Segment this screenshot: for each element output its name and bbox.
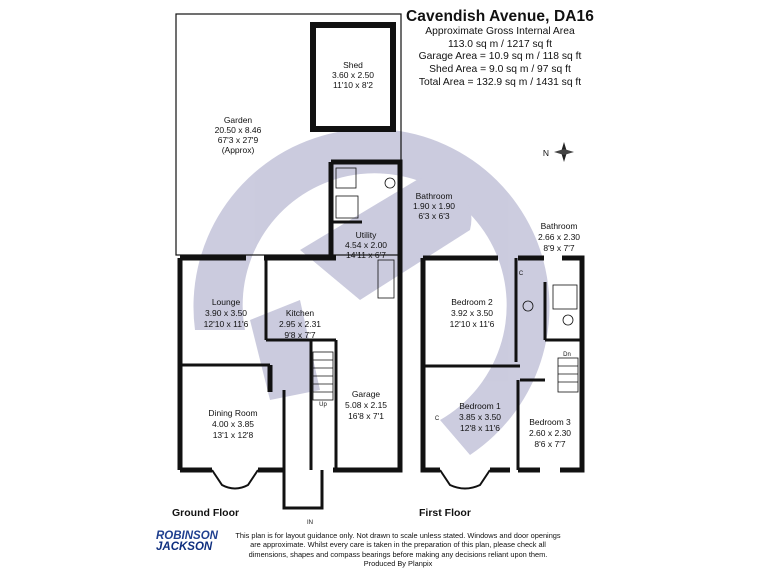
svg-text:6'3 x 6'3: 6'3 x 6'3 (418, 211, 450, 221)
label-kitchen (279, 308, 321, 340)
header (400, 8, 600, 90)
svg-text:12'10 x 11'6: 12'10 x 11'6 (449, 319, 495, 329)
label-garden (215, 115, 262, 155)
header-line: Total Area = 132.9 sq m / 1431 sq ft (418, 76, 582, 88)
svg-text:Bedroom 2: Bedroom 2 (451, 297, 493, 307)
stairs-down-label: Dn (563, 352, 571, 358)
header-line: Shed Area = 9.0 sq m / 97 sq ft (429, 64, 571, 76)
page-title: Cavendish Avenue, DA16 (406, 8, 594, 25)
svg-text:67'3 x 27'9: 67'3 x 27'9 (217, 135, 259, 145)
svg-text:3.90 x 3.50: 3.90 x 3.50 (204, 308, 248, 318)
svg-text:Lounge: Lounge (211, 297, 241, 307)
svg-text:4.00 x 3.85: 4.00 x 3.85 (211, 419, 255, 429)
svg-text:Dining Room: Dining Room (208, 408, 258, 418)
svg-text:3.60 x 2.50: 3.60 x 2.50 (331, 70, 375, 80)
dining-bay-window (212, 470, 258, 489)
header-line: Garage Area = 10.9 sq m / 118 sq ft (418, 51, 582, 63)
compass-rose (554, 142, 574, 162)
ground-floor-label: Ground Floor (172, 507, 240, 519)
svg-text:20.50 x 8.46: 20.50 x 8.46 (214, 125, 262, 135)
svg-text:9'8 x 7'7: 9'8 x 7'7 (284, 330, 316, 340)
label-dining (208, 408, 257, 440)
svg-text:Garage: Garage (351, 389, 381, 399)
svg-text:2.66 x 2.30: 2.66 x 2.30 (537, 232, 581, 242)
header-line: Approximate Gross Internal Area (425, 26, 575, 37)
svg-text:3.92 x 3.50: 3.92 x 3.50 (450, 308, 494, 318)
svg-text:8'9 x 7'7: 8'9 x 7'7 (543, 243, 575, 253)
disclaimer: This plan is for layout guidance only. Not drawn to scale unless stated. Windows and door openings are approximate. Whilst every care is taken in the preparation of this plan, please check all dimensions, shapes and compass bearings before making any decisions reliant upon them. Produced By Planpix (235, 531, 561, 568)
svg-text:5.08 x 2.15: 5.08 x 2.15 (344, 400, 388, 410)
cupboard-label-2: C (434, 416, 440, 422)
svg-text:Bedroom 3: Bedroom 3 (529, 417, 571, 427)
svg-text:Bedroom 1: Bedroom 1 (459, 401, 501, 411)
svg-text:Utility: Utility (355, 230, 377, 240)
svg-text:13'1 x 12'8: 13'1 x 12'8 (212, 430, 254, 440)
svg-text:1.90 x 1.90: 1.90 x 1.90 (412, 201, 456, 211)
compass-label: N (542, 148, 550, 158)
svg-text:Kitchen: Kitchen (285, 308, 315, 318)
svg-text:3.85 x 3.50: 3.85 x 3.50 (458, 412, 502, 422)
svg-text:16'8 x 7'1: 16'8 x 7'1 (348, 411, 384, 421)
brand-logo: ROBINSON JACKSON (156, 530, 218, 553)
cupboard-label: C (518, 271, 524, 277)
svg-text:Bathroom: Bathroom (540, 221, 578, 231)
svg-text:4.54 x 2.00: 4.54 x 2.00 (344, 240, 388, 250)
label-bedroom3 (529, 417, 571, 449)
svg-text:(Approx): (Approx) (221, 145, 255, 155)
svg-text:11'10 x 8'2: 11'10 x 8'2 (333, 80, 373, 90)
svg-text:Bathroom: Bathroom (415, 191, 453, 201)
svg-text:12'8 x 11'6: 12'8 x 11'6 (460, 423, 500, 433)
svg-text:2.60 x 2.30: 2.60 x 2.30 (528, 428, 572, 438)
header-line: 113.0 sq m / 1217 sq ft (448, 38, 552, 50)
first-stairs (558, 358, 578, 392)
label-first-bathroom (538, 221, 580, 253)
svg-text:2.95 x 2.31: 2.95 x 2.31 (278, 319, 322, 329)
label-ground-bathroom (413, 191, 455, 221)
first-floor-label: First Floor (419, 507, 471, 519)
label-garage (345, 389, 387, 421)
svg-text:8'6 x 7'7: 8'6 x 7'7 (534, 439, 566, 449)
label-bedroom1 (459, 401, 501, 433)
label-bedroom2 (450, 297, 495, 329)
entrance-label: IN (307, 520, 313, 526)
svg-text:Garden: Garden (223, 115, 253, 125)
bedroom1-bay-window (440, 470, 490, 489)
svg-text:Shed: Shed (343, 60, 363, 70)
stairs-up-label: Up (319, 402, 327, 408)
svg-text:12'10 x 11'6: 12'10 x 11'6 (203, 319, 249, 329)
ground-stairs (313, 352, 333, 400)
svg-text:14'11 x 6'7: 14'11 x 6'7 (346, 250, 386, 260)
